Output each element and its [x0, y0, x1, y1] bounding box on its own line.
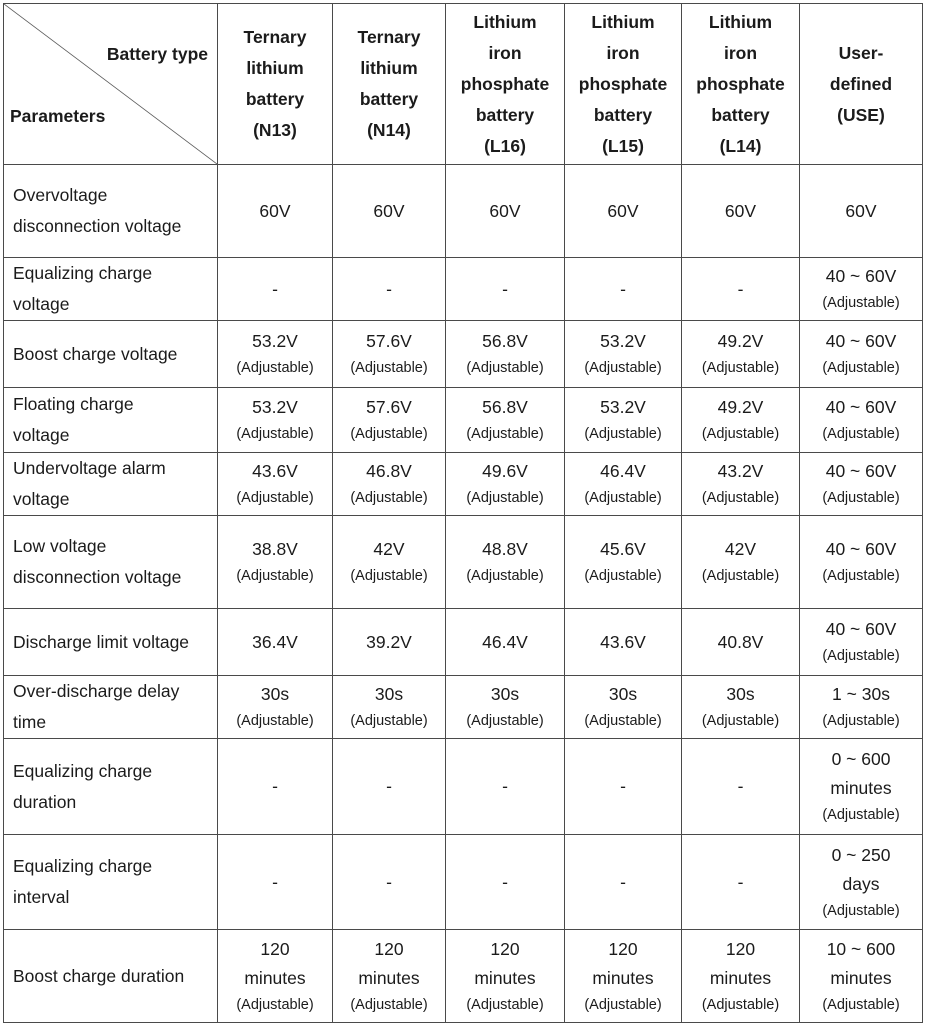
value-cell [333, 321, 446, 388]
value-cell [682, 676, 800, 739]
value-cell [446, 516, 565, 609]
column-header-line: (USE) [837, 104, 885, 125]
value-cell [800, 516, 923, 609]
value-line: 40 ~ 60V [825, 539, 897, 559]
column-header-line: defined [829, 73, 893, 94]
value-line: 49.2V [717, 331, 764, 351]
adjustable-note: (Adjustable) [236, 996, 314, 1013]
column-header-l16 [446, 4, 565, 165]
value-line: 0 ~ 600 [831, 749, 891, 769]
value-cell [682, 930, 800, 1023]
column-header-line: lithium [246, 58, 304, 78]
value-line: 42V [373, 539, 405, 559]
table-row [4, 453, 923, 516]
value-line: 60V [607, 200, 639, 221]
value-line: - [272, 871, 278, 892]
value-cell [800, 930, 923, 1023]
value-line: 30s [726, 684, 755, 704]
value-line: 53.2V [600, 331, 646, 351]
value-line: 30s [608, 684, 638, 704]
adjustable-note: (Adjustable) [701, 713, 780, 729]
column-header-line: Lithium [591, 11, 655, 32]
value-line: 56.8V [482, 331, 528, 351]
value-line: 40 ~ 60V [825, 331, 897, 351]
value-line: minutes [709, 967, 772, 988]
parameter-name: Over-discharge delay time [4, 676, 218, 739]
value-line: minutes [244, 967, 306, 988]
value-cell [565, 676, 682, 739]
table-row [4, 676, 923, 739]
column-header-line: (L16) [484, 135, 526, 156]
value-line: minutes [474, 967, 536, 988]
table-row [4, 258, 923, 321]
value-line: 40 ~ 60V [825, 461, 897, 481]
adjustable-note: (Adjustable) [584, 426, 662, 442]
value-cell [218, 321, 333, 388]
adjustable-note: (Adjustable) [822, 648, 900, 664]
column-header-line: iron [488, 42, 522, 63]
value-cell [565, 516, 682, 609]
adjustable-note: (Adjustable) [466, 426, 544, 442]
column-header-line: phosphate [460, 73, 550, 94]
value-cell [218, 930, 333, 1023]
value-cell [333, 739, 446, 835]
value-line: 30s [490, 684, 520, 704]
column-header-line: (L14) [719, 135, 762, 156]
adjustable-note: (Adjustable) [350, 490, 428, 506]
value-line: 45.6V [600, 539, 646, 559]
adjustable-note: (Adjustable) [350, 426, 428, 442]
adjustable-note: (Adjustable) [822, 807, 900, 823]
value-line: 40.8V [717, 631, 764, 652]
value-cell [682, 165, 800, 258]
parameter-name: Overvoltage disconnection voltage [4, 165, 218, 258]
value-cell [565, 165, 682, 258]
table-row [4, 388, 923, 453]
column-header-line: Ternary [357, 27, 421, 47]
parameter-name: Boost charge voltage [4, 321, 218, 388]
value-line: - [737, 871, 744, 892]
value-cell [565, 609, 682, 676]
battery-parameters-table [3, 3, 923, 1023]
table-body [4, 165, 923, 1023]
value-line: 43.6V [600, 631, 646, 652]
value-cell [218, 676, 333, 739]
value-line: 120 [490, 938, 520, 959]
column-header-l14 [682, 4, 800, 165]
adjustable-note: (Adjustable) [466, 713, 544, 729]
column-header-line: User- [838, 42, 884, 63]
adjustable-note: (Adjustable) [236, 490, 314, 506]
value-cell [682, 388, 800, 453]
value-line: 40 ~ 60V [825, 397, 897, 417]
value-cell [218, 835, 333, 930]
parameter-name: Floating charge voltage [4, 388, 218, 453]
value-line: 10 ~ 600 [826, 938, 896, 959]
value-line: minutes [830, 778, 892, 798]
value-cell [333, 258, 446, 321]
adjustable-note: (Adjustable) [584, 360, 662, 376]
corner-label-battery-type: Battery type [106, 44, 208, 64]
value-line: 39.2V [366, 631, 412, 652]
value-cell [682, 739, 800, 835]
value-line: 46.8V [366, 461, 412, 481]
adjustable-note: (Adjustable) [236, 426, 314, 442]
column-header-line: battery [475, 104, 535, 125]
value-line: 40 ~ 60V [825, 266, 897, 286]
table-row [4, 321, 923, 388]
value-line: 1 ~ 30s [832, 684, 890, 704]
value-cell [218, 258, 333, 321]
value-cell [565, 258, 682, 321]
adjustable-note: (Adjustable) [701, 426, 780, 442]
column-header-line: Ternary [243, 27, 307, 47]
value-line: 43.6V [252, 461, 298, 481]
column-header-line: iron [606, 42, 640, 63]
value-line: 53.2V [600, 397, 646, 417]
value-line: - [502, 278, 508, 299]
column-header-line: phosphate [696, 73, 785, 94]
column-header-use [800, 4, 923, 165]
value-line: 49.6V [482, 461, 528, 481]
table-row [4, 835, 923, 930]
parameter-name: Discharge limit voltage [4, 609, 218, 676]
value-line: - [272, 278, 278, 299]
value-line: 49.2V [717, 397, 764, 417]
value-cell [333, 676, 446, 739]
value-cell [218, 388, 333, 453]
column-header-line: (N14) [367, 120, 411, 140]
value-cell [446, 739, 565, 835]
value-line: 0 ~ 250 [831, 844, 891, 865]
column-header-line: (N13) [253, 120, 297, 140]
value-line: 46.4V [600, 461, 646, 481]
adjustable-note: (Adjustable) [236, 568, 314, 584]
adjustable-note: (Adjustable) [822, 713, 900, 729]
value-line: 48.8V [482, 539, 528, 559]
column-header-line: iron [723, 42, 758, 63]
diagonal-divider [4, 4, 217, 164]
adjustable-note: (Adjustable) [466, 490, 544, 506]
value-cell [800, 739, 923, 835]
value-line: 57.6V [366, 331, 412, 351]
value-line: 53.2V [252, 331, 298, 351]
adjustable-note: (Adjustable) [822, 426, 900, 442]
value-line: 30s [374, 684, 404, 704]
value-cell [218, 516, 333, 609]
column-header-line: Lithium [708, 11, 773, 32]
value-line: 120 [608, 938, 638, 959]
value-line: - [737, 776, 744, 796]
value-cell [565, 453, 682, 516]
value-line: - [386, 871, 392, 892]
value-cell [565, 835, 682, 930]
value-cell [218, 165, 333, 258]
adjustable-note: (Adjustable) [822, 490, 900, 506]
value-cell [333, 835, 446, 930]
parameter-name: Equalizing charge voltage [4, 258, 218, 321]
value-cell [333, 453, 446, 516]
value-line: 57.6V [366, 397, 412, 417]
value-line: 43.2V [717, 461, 764, 481]
value-line: 60V [845, 200, 877, 221]
table-header [4, 4, 923, 165]
value-cell [565, 930, 682, 1023]
table-row [4, 516, 923, 609]
adjustable-note: (Adjustable) [466, 360, 544, 376]
value-cell [800, 835, 923, 930]
adjustable-note: (Adjustable) [350, 996, 428, 1013]
adjustable-note: (Adjustable) [822, 568, 900, 584]
value-line: - [386, 278, 392, 299]
value-cell [800, 165, 923, 258]
corner-label-parameters: Parameters [10, 106, 106, 126]
value-cell [682, 609, 800, 676]
table-row [4, 739, 923, 835]
adjustable-note: (Adjustable) [701, 490, 780, 506]
adjustable-note: (Adjustable) [236, 360, 314, 376]
table-row [4, 930, 923, 1023]
value-cell [446, 453, 565, 516]
value-cell [446, 930, 565, 1023]
value-cell [333, 388, 446, 453]
adjustable-note: (Adjustable) [466, 996, 544, 1013]
value-line: 56.8V [482, 397, 528, 417]
value-line: - [620, 278, 626, 299]
value-cell [682, 321, 800, 388]
value-cell [446, 835, 565, 930]
value-line: minutes [830, 967, 892, 988]
value-line: - [386, 776, 392, 796]
value-cell [218, 453, 333, 516]
header-row [4, 4, 923, 165]
value-line: 60V [259, 200, 291, 221]
column-header-line: lithium [360, 58, 418, 78]
value-line: 38.8V [252, 539, 298, 559]
adjustable-note: (Adjustable) [236, 713, 314, 729]
value-line: 120 [725, 938, 756, 959]
column-header-line: battery [359, 89, 419, 109]
adjustable-note: (Adjustable) [701, 568, 780, 584]
value-cell [333, 165, 446, 258]
value-cell [446, 609, 565, 676]
parameter-name: Undervoltage alarm voltage [4, 453, 218, 516]
value-line: - [502, 871, 508, 892]
value-cell [446, 165, 565, 258]
adjustable-note: (Adjustable) [350, 360, 428, 376]
value-line: 120 [260, 938, 290, 959]
adjustable-note: (Adjustable) [822, 360, 900, 376]
value-line: - [620, 776, 626, 796]
table-row [4, 609, 923, 676]
value-line: 120 [374, 938, 404, 959]
value-cell [682, 258, 800, 321]
column-header-line: Lithium [473, 11, 537, 32]
value-cell [800, 676, 923, 739]
adjustable-note: (Adjustable) [466, 568, 544, 584]
value-line: 60V [724, 200, 757, 221]
parameter-name: Low voltage disconnection voltage [4, 516, 218, 609]
column-header-n14 [333, 4, 446, 165]
value-line: minutes [592, 967, 654, 988]
value-cell [565, 739, 682, 835]
column-header-line: phosphate [578, 73, 668, 94]
column-header-l15 [565, 4, 682, 165]
value-line: 53.2V [252, 397, 298, 417]
value-cell [446, 321, 565, 388]
value-line: 46.4V [482, 631, 528, 652]
adjustable-note: (Adjustable) [701, 996, 780, 1013]
adjustable-note: (Adjustable) [350, 568, 428, 584]
value-line: 42V [724, 539, 757, 559]
value-cell [218, 739, 333, 835]
value-line: - [272, 776, 278, 796]
value-cell [800, 388, 923, 453]
adjustable-note: (Adjustable) [822, 902, 900, 919]
adjustable-note: (Adjustable) [584, 996, 662, 1013]
value-cell [446, 388, 565, 453]
value-cell [682, 453, 800, 516]
adjustable-note: (Adjustable) [701, 360, 780, 376]
column-header-line: (L15) [602, 135, 644, 156]
value-line: - [502, 776, 508, 796]
value-line: minutes [358, 967, 420, 988]
table-row [4, 165, 923, 258]
value-line: days [842, 873, 880, 894]
adjustable-note: (Adjustable) [584, 568, 662, 584]
value-line: 60V [489, 200, 521, 221]
value-cell [682, 516, 800, 609]
adjustable-note: (Adjustable) [584, 713, 662, 729]
value-cell [446, 676, 565, 739]
value-line: 30s [260, 684, 290, 704]
value-cell [800, 609, 923, 676]
value-cell [682, 835, 800, 930]
value-line: - [620, 871, 626, 892]
value-cell [218, 609, 333, 676]
adjustable-note: (Adjustable) [350, 713, 428, 729]
parameter-name: Equalizing charge interval [4, 835, 218, 930]
parameter-name: Equalizing charge duration [4, 739, 218, 835]
adjustable-note: (Adjustable) [822, 295, 900, 311]
adjustable-note: (Adjustable) [584, 490, 662, 506]
value-cell [565, 321, 682, 388]
value-cell [800, 453, 923, 516]
column-header-line: battery [593, 104, 653, 125]
value-line: 60V [373, 200, 405, 221]
value-line: - [737, 278, 744, 299]
value-cell [565, 388, 682, 453]
value-line: 40 ~ 60V [825, 619, 897, 639]
value-cell [800, 321, 923, 388]
adjustable-note: (Adjustable) [822, 996, 900, 1013]
corner-cell [4, 4, 218, 165]
value-cell [333, 516, 446, 609]
value-cell [800, 258, 923, 321]
column-header-n13 [218, 4, 333, 165]
column-header-line: battery [245, 89, 305, 109]
parameter-name: Boost charge duration [4, 930, 218, 1023]
value-line: 36.4V [252, 631, 298, 652]
value-cell [333, 609, 446, 676]
column-header-line: battery [711, 104, 770, 125]
value-cell [446, 258, 565, 321]
value-cell [333, 930, 446, 1023]
